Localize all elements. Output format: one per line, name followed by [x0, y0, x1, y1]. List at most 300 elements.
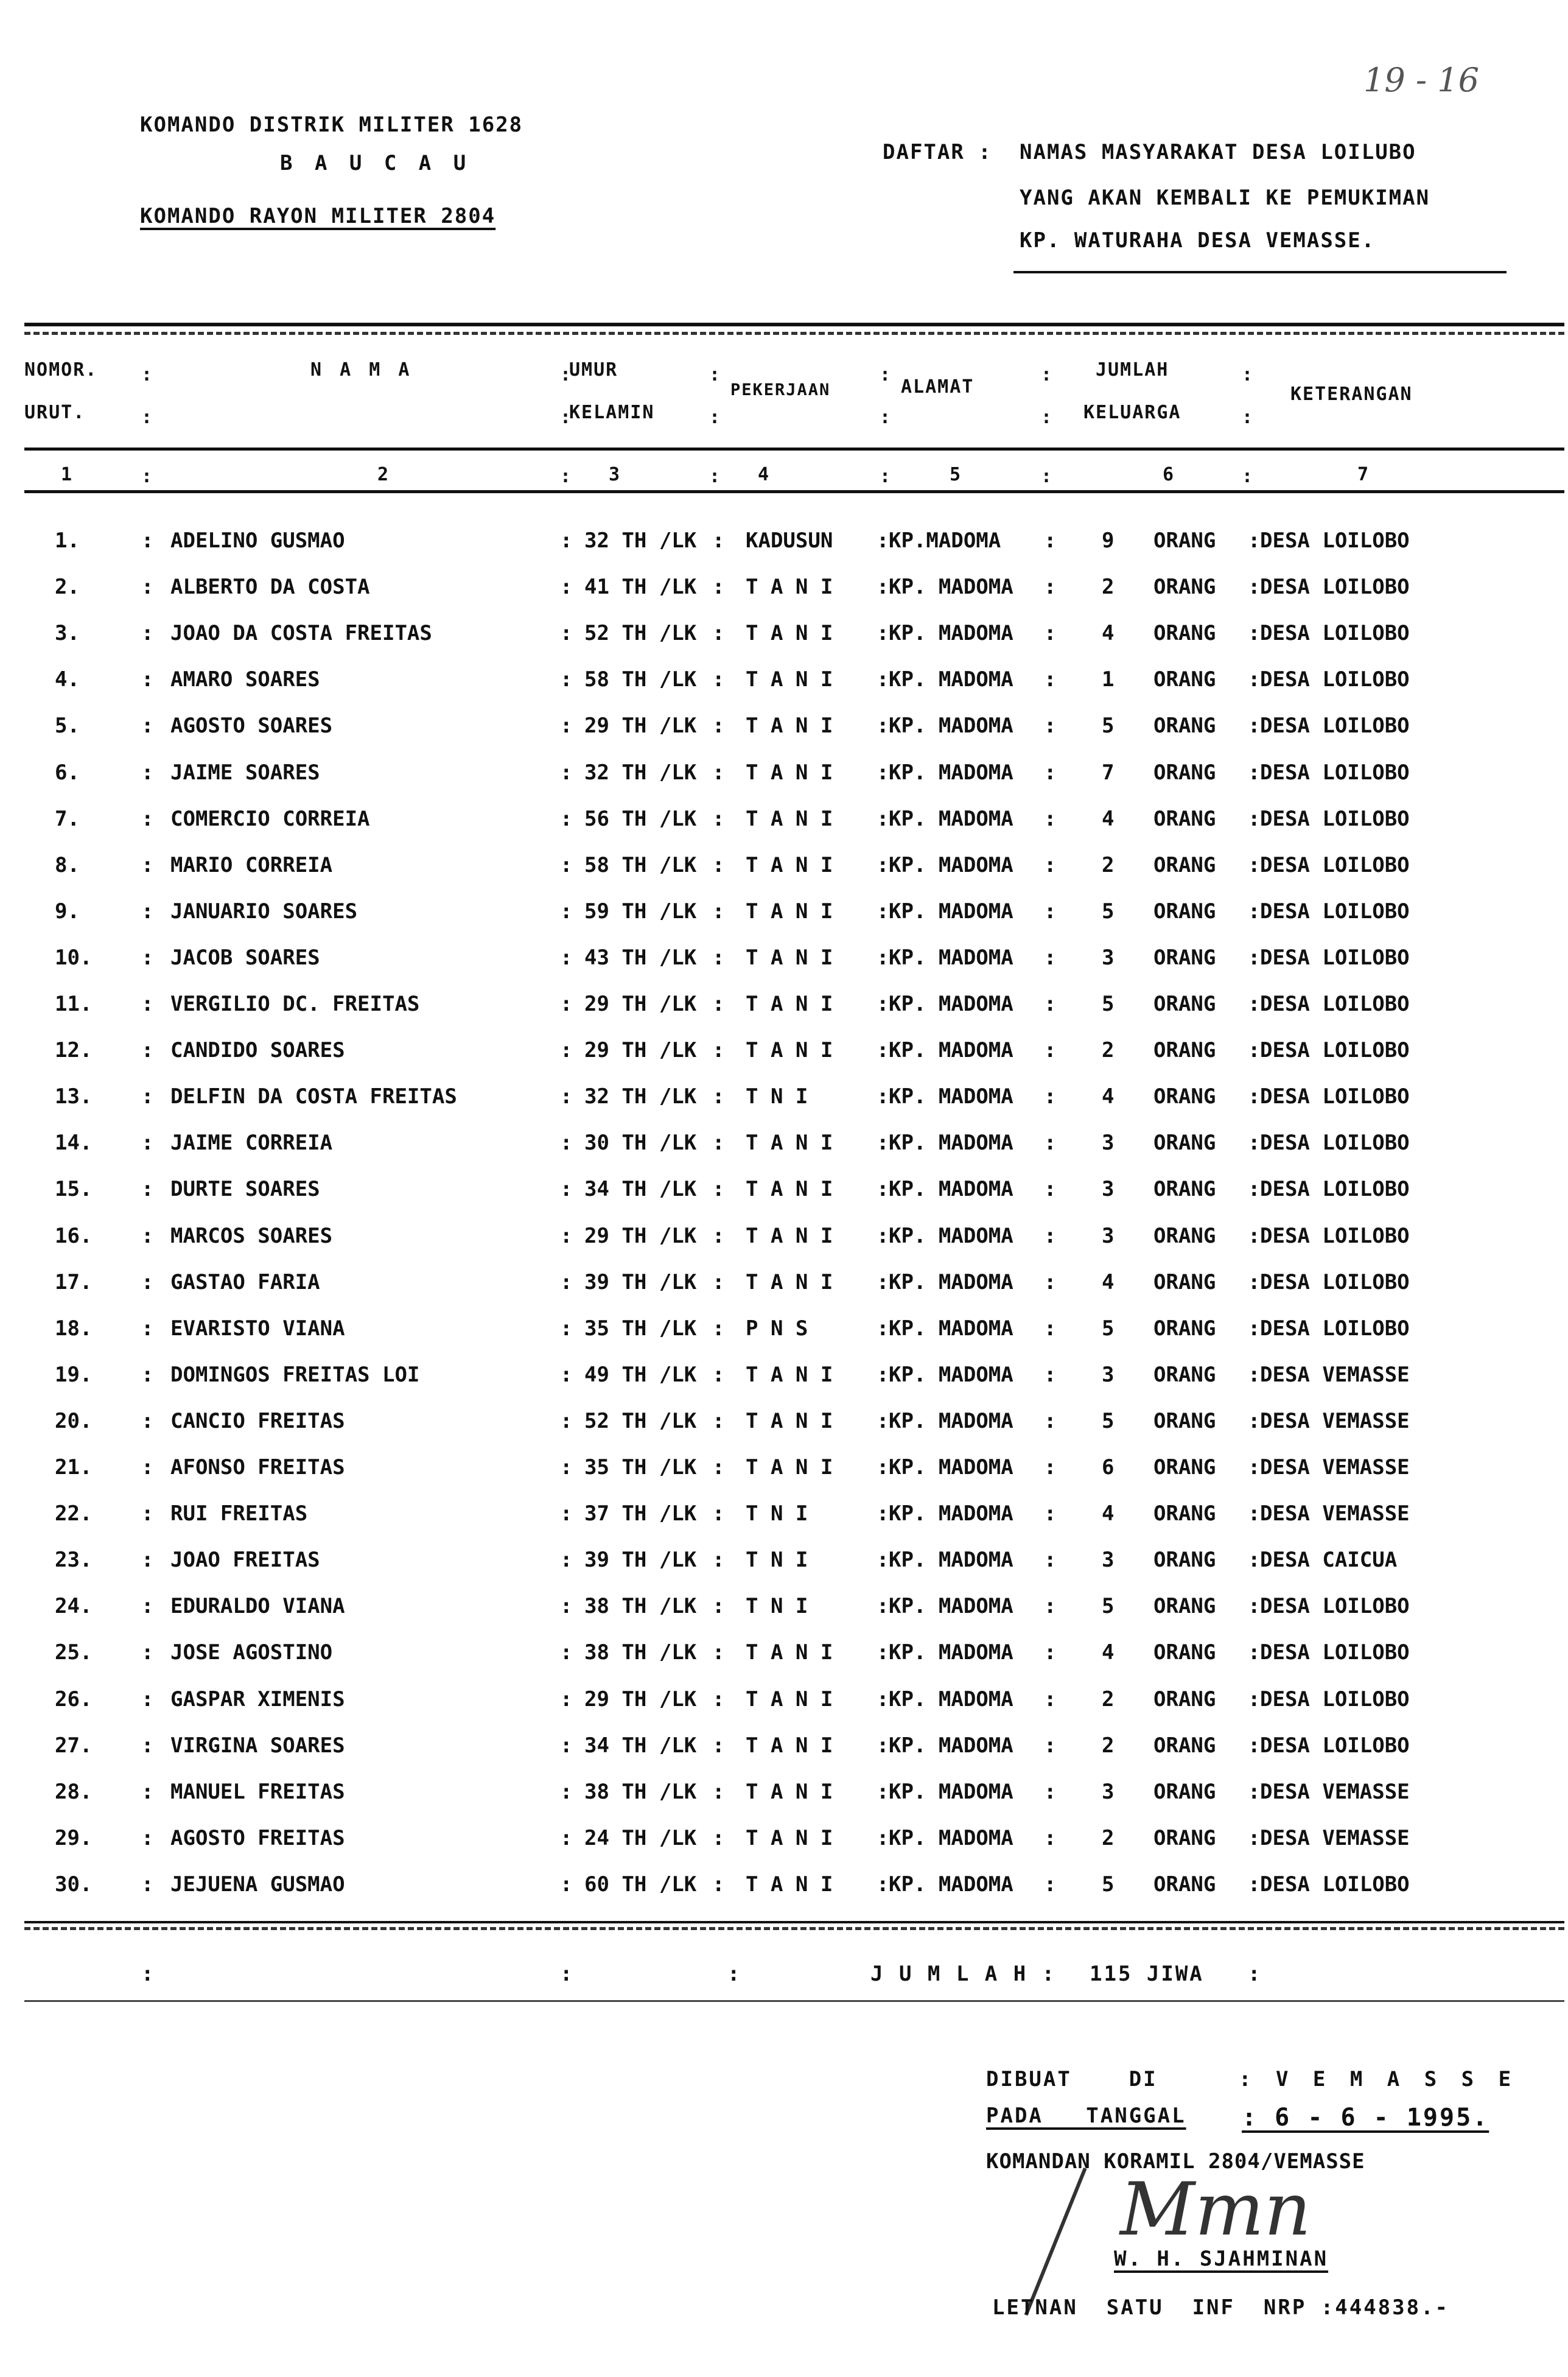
cell-separator: :	[141, 1501, 154, 1526]
cell-satuan: ORANG	[1153, 992, 1216, 1016]
cell-nama: JANUARIO SOARES	[170, 899, 358, 924]
cell-separator: :	[712, 1501, 725, 1526]
col-alamat: ALAMAT	[901, 376, 975, 398]
cell-umur: 52 TH /LK	[584, 621, 697, 645]
cell-separator: :	[141, 1224, 154, 1248]
cell-no: 12.	[55, 1038, 93, 1062]
cell-nama: DELFIN DA COSTA FREITAS	[170, 1084, 457, 1109]
issuer-line-1: KOMANDO DISTRIK MILITER 1628	[140, 113, 523, 137]
col-keterangan: KETERANGAN	[1290, 384, 1413, 405]
cell-no: 18.	[55, 1316, 93, 1341]
cell-umur: 34 TH /LK	[584, 1733, 697, 1758]
cell-jumlah: 4	[1102, 621, 1115, 645]
cell-alamat: KP. MADOMA	[889, 1363, 1013, 1387]
cell-jumlah: 5	[1102, 714, 1115, 738]
cell-separator: :	[877, 992, 889, 1016]
cell-separator: :	[1248, 1177, 1261, 1201]
cell-keterangan: DESA LOILOBO	[1260, 1131, 1410, 1155]
cell-separator: :	[141, 714, 154, 738]
col-nomor-b: URUT.	[24, 402, 86, 423]
table-row	[0, 1455, 1568, 1501]
cell-no: 25.	[55, 1640, 93, 1665]
number-separator: :	[141, 466, 154, 487]
cell-keterangan: DESA CAICUA	[1260, 1548, 1398, 1572]
cell-pekerjaan: T A N I	[746, 853, 833, 877]
cell-nama: COMERCIO CORREIA	[170, 807, 370, 831]
cell-separator: :	[560, 946, 573, 970]
cell-jumlah: 3	[1102, 1363, 1115, 1387]
cell-keterangan: DESA VEMASSE	[1260, 1363, 1410, 1387]
cell-separator: :	[712, 1548, 725, 1572]
cell-satuan: ORANG	[1153, 1640, 1216, 1665]
cell-nama: MARIO CORREIA	[170, 853, 333, 877]
cell-separator: :	[141, 1363, 154, 1387]
cell-separator: :	[1044, 992, 1057, 1016]
cell-satuan: ORANG	[1153, 1038, 1216, 1062]
cell-jumlah: 2	[1102, 1826, 1115, 1850]
cell-separator: :	[1044, 1131, 1057, 1155]
table-row	[0, 1872, 1568, 1919]
table-row	[0, 946, 1568, 992]
cell-separator: :	[141, 1687, 154, 1712]
cell-separator: :	[877, 528, 889, 553]
table-bottom-rule	[24, 1921, 1564, 1923]
cell-keterangan: DESA LOILOBO	[1260, 760, 1410, 785]
cell-separator: :	[1044, 1177, 1057, 1201]
title-underline	[1013, 271, 1507, 273]
cell-separator: :	[560, 1548, 573, 1572]
col-num-7: 7	[1357, 464, 1370, 485]
cell-separator: :	[1044, 1826, 1057, 1850]
cell-satuan: ORANG	[1153, 807, 1216, 831]
cell-pekerjaan: T N I	[746, 1594, 808, 1618]
cell-separator: :	[1044, 1409, 1057, 1433]
cell-alamat: KP. MADOMA	[889, 1501, 1013, 1526]
cell-keterangan: DESA LOILOBO	[1260, 1733, 1410, 1758]
table-row	[0, 1640, 1568, 1687]
cell-separator: :	[712, 1780, 725, 1804]
cell-no: 24.	[55, 1594, 93, 1618]
table-row	[0, 1316, 1568, 1363]
cell-separator: :	[1248, 1224, 1261, 1248]
cell-separator: :	[712, 1594, 725, 1618]
cell-jumlah: 7	[1102, 760, 1115, 785]
cell-separator: :	[141, 1780, 154, 1804]
cell-no: 19.	[55, 1363, 93, 1387]
cell-satuan: ORANG	[1153, 1224, 1216, 1248]
title-label: DAFTAR :	[883, 140, 992, 164]
header-separator: :	[1242, 364, 1255, 385]
col-num-6: 6	[1163, 464, 1175, 485]
cell-separator: :	[1044, 1084, 1057, 1109]
cell-keterangan: DESA LOILOBO	[1260, 714, 1410, 738]
cell-separator: :	[877, 760, 889, 785]
cell-separator: :	[877, 1548, 889, 1572]
cell-separator: :	[560, 1409, 573, 1433]
cell-separator: :	[877, 1409, 889, 1433]
cell-umur: 60 TH /LK	[584, 1872, 697, 1897]
cell-pekerjaan: T N I	[746, 1548, 808, 1572]
cell-separator: :	[877, 1038, 889, 1062]
cell-satuan: ORANG	[1153, 1687, 1216, 1712]
cell-jumlah: 3	[1102, 1131, 1115, 1155]
cell-separator: :	[877, 1224, 889, 1248]
cell-keterangan: DESA LOILOBO	[1260, 807, 1410, 831]
cell-satuan: ORANG	[1153, 899, 1216, 924]
cell-keterangan: DESA LOILOBO	[1260, 946, 1410, 970]
cell-separator: :	[877, 853, 889, 877]
col-nomor-a: NOMOR.	[24, 359, 98, 381]
cell-nama: ADELINO GUSMAO	[170, 528, 345, 553]
cell-no: 4.	[55, 667, 80, 692]
cell-separator: :	[1248, 1409, 1261, 1433]
cell-separator: :	[1044, 760, 1057, 785]
cell-pekerjaan: T A N I	[746, 946, 833, 970]
cell-separator: :	[560, 1687, 573, 1712]
officer-name: W. H. SJAHMINAN	[1114, 2247, 1329, 2271]
cell-jumlah: 5	[1102, 1409, 1115, 1433]
cell-separator: :	[1044, 667, 1057, 692]
cell-nama: JOAO FREITAS	[170, 1548, 320, 1572]
cell-separator: :	[1044, 1038, 1057, 1062]
cell-umur: 43 TH /LK	[584, 946, 697, 970]
cell-jumlah: 1	[1102, 667, 1115, 692]
cell-pekerjaan: T A N I	[746, 992, 833, 1016]
col-umur-a: UMUR	[569, 359, 618, 381]
cell-jumlah: 2	[1102, 1733, 1115, 1758]
table-row	[0, 1548, 1568, 1594]
table-row	[0, 1826, 1568, 1872]
cell-separator: :	[877, 1780, 889, 1804]
cell-no: 2.	[55, 575, 80, 599]
table-row	[0, 760, 1568, 807]
cell-umur: 56 TH /LK	[584, 807, 697, 831]
table-row	[0, 714, 1568, 760]
cell-alamat: KP. MADOMA	[889, 1455, 1013, 1480]
cell-alamat: KP. MADOMA	[889, 1872, 1013, 1897]
cell-separator: :	[877, 1270, 889, 1294]
cell-separator: :	[560, 1224, 573, 1248]
cell-separator: :	[712, 1455, 725, 1480]
dibuat-value: : V E M A S S E	[1239, 2067, 1517, 2091]
cell-separator: :	[1248, 1455, 1261, 1480]
cell-umur: 52 TH /LK	[584, 1409, 697, 1433]
cell-separator: :	[1248, 1084, 1261, 1109]
header-separator: :	[709, 407, 722, 428]
cell-separator: :	[1248, 1780, 1261, 1804]
table-top-rule	[24, 323, 1564, 326]
cell-separator: :	[1044, 1363, 1057, 1387]
cell-nama: VIRGINA SOARES	[170, 1733, 345, 1758]
cell-satuan: ORANG	[1153, 1501, 1216, 1526]
cell-separator: :	[1044, 1316, 1057, 1341]
title-line-1: NAMAS MASYARAKAT DESA LOILUBO	[1020, 140, 1416, 164]
cell-separator: :	[141, 621, 154, 645]
table-row	[0, 575, 1568, 621]
cell-satuan: ORANG	[1153, 528, 1216, 553]
cell-nama: ALBERTO DA COSTA	[170, 575, 370, 599]
cell-separator: :	[560, 1177, 573, 1201]
col-num-4: 4	[758, 464, 771, 485]
cell-satuan: ORANG	[1153, 667, 1216, 692]
cell-jumlah: 3	[1102, 1548, 1115, 1572]
cell-separator: :	[1044, 899, 1057, 924]
cell-separator: :	[560, 575, 573, 599]
cell-jumlah: 2	[1102, 1038, 1115, 1062]
cell-separator: :	[1044, 1548, 1057, 1572]
cell-satuan: ORANG	[1153, 1780, 1216, 1804]
cell-separator: :	[141, 946, 154, 970]
cell-keterangan: DESA LOILOBO	[1260, 1224, 1410, 1248]
cell-separator: :	[141, 528, 154, 553]
table-row	[0, 899, 1568, 946]
header-separator: :	[141, 407, 154, 428]
cell-keterangan: DESA LOILOBO	[1260, 575, 1410, 599]
cell-separator: :	[712, 621, 725, 645]
cell-separator: :	[141, 1733, 154, 1758]
cell-keterangan: DESA VEMASSE	[1260, 1780, 1410, 1804]
cell-jumlah: 3	[1102, 1224, 1115, 1248]
cell-alamat: KP. MADOMA	[889, 853, 1013, 877]
col-jumlah-b: KELUARGA	[1083, 402, 1181, 423]
cell-nama: JACOB SOARES	[170, 946, 320, 970]
cell-jumlah: 9	[1102, 528, 1115, 553]
cell-separator: :	[1248, 1640, 1261, 1665]
cell-separator: :	[712, 1131, 725, 1155]
cell-separator: :	[1044, 1780, 1057, 1804]
table-row	[0, 1594, 1568, 1640]
cell-nama: DURTE SOARES	[170, 1177, 320, 1201]
cell-umur: 29 TH /LK	[584, 1224, 697, 1248]
cell-satuan: ORANG	[1153, 621, 1216, 645]
cell-separator: :	[560, 1826, 573, 1850]
cell-separator: :	[712, 899, 725, 924]
cell-alamat: KP. MADOMA	[889, 1733, 1013, 1758]
cell-nama: JAIME SOARES	[170, 760, 320, 785]
cell-separator: :	[1044, 1270, 1057, 1294]
cell-separator: :	[877, 899, 889, 924]
number-separator: :	[880, 466, 892, 487]
cell-separator: :	[1248, 528, 1261, 553]
title-line-2: YANG AKAN KEMBALI KE PEMUKIMAN	[1020, 186, 1430, 210]
cell-keterangan: DESA VEMASSE	[1260, 1409, 1410, 1433]
cell-separator: :	[141, 1038, 154, 1062]
cell-separator: :	[1248, 1733, 1261, 1758]
cell-separator: :	[712, 575, 725, 599]
cell-satuan: ORANG	[1153, 1270, 1216, 1294]
col-num-2: 2	[377, 464, 390, 485]
cell-separator: :	[712, 1872, 725, 1897]
cell-alamat: KP. MADOMA	[889, 714, 1013, 738]
cell-separator: :	[141, 853, 154, 877]
cell-alamat: KP. MADOMA	[889, 760, 1013, 785]
cell-umur: 38 TH /LK	[584, 1780, 697, 1804]
cell-separator: :	[712, 1733, 725, 1758]
cell-separator: :	[877, 1826, 889, 1850]
cell-separator: :	[1248, 1687, 1261, 1712]
cell-separator: :	[1044, 807, 1057, 831]
cell-umur: 58 TH /LK	[584, 667, 697, 692]
cell-jumlah: 5	[1102, 992, 1115, 1016]
cell-separator: :	[712, 667, 725, 692]
cell-separator: :	[1248, 1501, 1261, 1526]
cell-jumlah: 4	[1102, 807, 1115, 831]
cell-separator: :	[712, 1177, 725, 1201]
cell-no: 21.	[55, 1455, 93, 1480]
cell-separator: :	[1044, 946, 1057, 970]
cell-no: 26.	[55, 1687, 93, 1712]
cell-separator: :	[1248, 621, 1261, 645]
number-separator: :	[560, 466, 573, 487]
cell-separator: :	[712, 1363, 725, 1387]
cell-separator: :	[1044, 1501, 1057, 1526]
cell-umur: 32 TH /LK	[584, 760, 697, 785]
header-separator: :	[560, 364, 573, 385]
cell-separator: :	[560, 1131, 573, 1155]
cell-separator: :	[712, 1409, 725, 1433]
cell-alamat: KP. MADOMA	[889, 1177, 1013, 1201]
cell-separator: :	[1248, 946, 1261, 970]
cell-keterangan: DESA LOILOBO	[1260, 667, 1410, 692]
cell-separator: :	[1248, 1270, 1261, 1294]
total-label: J U M L A H :	[870, 1962, 1057, 1986]
cell-separator: :	[1248, 714, 1261, 738]
cell-umur: 41 TH /LK	[584, 575, 697, 599]
cell-separator: :	[1044, 1455, 1057, 1480]
cell-separator: :	[141, 1872, 154, 1897]
cell-no: 9.	[55, 899, 80, 924]
cell-nama: JEJUENA GUSMAO	[170, 1872, 345, 1897]
cell-satuan: ORANG	[1153, 575, 1216, 599]
cell-keterangan: DESA LOILOBO	[1260, 992, 1410, 1016]
table-top-dash	[24, 332, 1564, 335]
cell-alamat: KP. MADOMA	[889, 1131, 1013, 1155]
cell-nama: GASPAR XIMENIS	[170, 1687, 345, 1712]
cell-umur: 35 TH /LK	[584, 1316, 697, 1341]
cell-umur: 37 TH /LK	[584, 1501, 697, 1526]
cell-pekerjaan: P N S	[746, 1316, 808, 1341]
cell-satuan: ORANG	[1153, 1733, 1216, 1758]
cell-no: 10.	[55, 946, 93, 970]
cell-pekerjaan: T A N I	[746, 1409, 833, 1433]
cell-nama: GASTAO FARIA	[170, 1270, 320, 1294]
cell-separator: :	[560, 1733, 573, 1758]
cell-satuan: ORANG	[1153, 1872, 1216, 1897]
cell-nama: EDURALDO VIANA	[170, 1594, 345, 1618]
cell-separator: :	[560, 1640, 573, 1665]
cell-separator: :	[560, 1501, 573, 1526]
table-row	[0, 1780, 1568, 1826]
cell-separator: :	[712, 992, 725, 1016]
issuer-line-2: B A U C A U	[280, 151, 471, 175]
cell-alamat: KP. MADOMA	[889, 1594, 1013, 1618]
cell-keterangan: DESA LOILOBO	[1260, 853, 1410, 877]
cell-nama: JOAO DA COSTA FREITAS	[170, 621, 432, 645]
total-value: 115 JIWA	[1090, 1962, 1204, 1986]
cell-jumlah: 5	[1102, 899, 1115, 924]
cell-jumlah: 5	[1102, 1872, 1115, 1897]
cell-separator: :	[1248, 899, 1261, 924]
cell-separator: :	[712, 807, 725, 831]
cell-separator: :	[877, 1687, 889, 1712]
table-bottom-dash	[24, 1927, 1564, 1930]
cell-no: 6.	[55, 760, 80, 785]
total-sep-3: :	[727, 1962, 742, 1986]
table-row	[0, 1501, 1568, 1548]
header-separator: :	[141, 364, 154, 385]
cell-separator: :	[141, 1270, 154, 1294]
cell-separator: :	[1248, 1548, 1261, 1572]
cell-jumlah: 4	[1102, 1270, 1115, 1294]
cell-pekerjaan: T A N I	[746, 1131, 833, 1155]
cell-satuan: ORANG	[1153, 714, 1216, 738]
cell-separator: :	[141, 1177, 154, 1201]
cell-no: 7.	[55, 807, 80, 831]
table-row	[0, 667, 1568, 714]
cell-pekerjaan: T A N I	[746, 575, 833, 599]
cell-keterangan: DESA LOILOBO	[1260, 1177, 1410, 1201]
cell-separator: :	[1044, 1687, 1057, 1712]
cell-pekerjaan: T A N I	[746, 807, 833, 831]
cell-keterangan: DESA LOILOBO	[1260, 1270, 1410, 1294]
cell-pekerjaan: T A N I	[746, 1872, 833, 1897]
cell-alamat: KP. MADOMA	[889, 1084, 1013, 1109]
issuer-line-3: KOMANDO RAYON MILITER 2804	[140, 204, 496, 228]
cell-alamat: KP. MADOMA	[889, 621, 1013, 645]
table-row	[0, 807, 1568, 853]
cell-separator: :	[1044, 575, 1057, 599]
cell-separator: :	[560, 760, 573, 785]
cell-nama: DOMINGOS FREITAS LOI	[170, 1363, 420, 1387]
cell-separator: :	[712, 946, 725, 970]
cell-no: 1.	[55, 528, 80, 553]
table-row	[0, 621, 1568, 667]
cell-separator: :	[560, 1270, 573, 1294]
col-num-1: 1	[61, 464, 74, 485]
cell-keterangan: DESA LOILOBO	[1260, 528, 1410, 553]
cell-satuan: ORANG	[1153, 1177, 1216, 1201]
header-separator: :	[880, 364, 892, 385]
cell-pekerjaan: T A N I	[746, 760, 833, 785]
col-nama: N A M A	[310, 359, 413, 381]
cell-no: 30.	[55, 1872, 93, 1897]
total-sep-2: :	[560, 1962, 575, 1986]
cell-separator: :	[877, 1640, 889, 1665]
number-separator: :	[709, 466, 722, 487]
total-sep-1: :	[141, 1962, 156, 1986]
cell-umur: 39 TH /LK	[584, 1270, 697, 1294]
cell-jumlah: 2	[1102, 575, 1115, 599]
cell-pekerjaan: T A N I	[746, 714, 833, 738]
cell-pekerjaan: T A N I	[746, 1780, 833, 1804]
header-separator: :	[1041, 407, 1054, 428]
cell-pekerjaan: KADUSUN	[746, 528, 833, 553]
position-title: KOMANDAN KORAMIL 2804/VEMASSE	[986, 2149, 1365, 2174]
cell-separator: :	[560, 667, 573, 692]
cell-pekerjaan: T A N I	[746, 1640, 833, 1665]
number-separator: :	[1041, 466, 1054, 487]
cell-alamat: KP. MADOMA	[889, 1038, 1013, 1062]
cell-pekerjaan: T A N I	[746, 899, 833, 924]
cell-nama: EVARISTO VIANA	[170, 1316, 345, 1341]
signature-scrawl: Mmn	[1120, 2168, 1311, 2252]
cell-pekerjaan: T N I	[746, 1501, 808, 1526]
table-row	[0, 1270, 1568, 1316]
title-line-3: KP. WATURAHA DESA VEMASSE.	[1020, 228, 1376, 253]
cell-umur: 29 TH /LK	[584, 992, 697, 1016]
cell-alamat: KP. MADOMA	[889, 1409, 1013, 1433]
cell-umur: 29 TH /LK	[584, 1038, 697, 1062]
